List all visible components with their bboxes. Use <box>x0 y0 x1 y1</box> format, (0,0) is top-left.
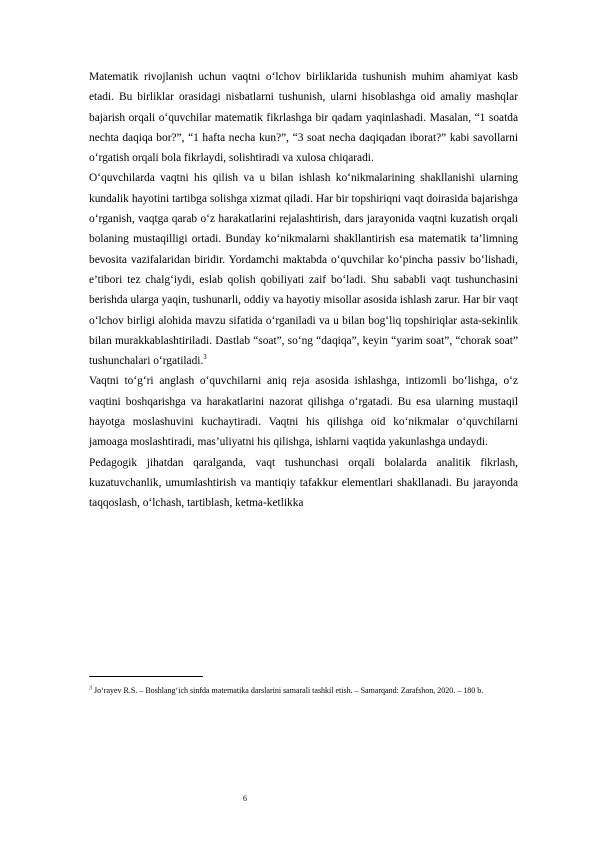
paragraph-2 <box>89 168 518 371</box>
paragraph-3: Vaqtni to‘g‘ri anglash o‘quvchilarni aniq reja asosida ishlashga, intizomli bo‘lishga, o‘z vaqtini boshqarishga va harakatlarini nazorat qilishga o‘rgatadi. Bu esa ularning mustaqil hayotga moslashuvini kuchaytiradi. Vaqtni his qilishga oid ko‘nikmalar o‘quvchilarni jamoaga moslashtiradi, mas’uliyatni his qilishga, ishlarni vaqtida yakunlashga undaydi. <box>89 375 518 449</box>
paragraph-1: Matematik rivojlanish uchun vaqtni o‘lchov birliklarida tushunish muhim ahamiyat kasb etadi. Bu birliklar orasidagi nisbatlarni tushunish, ularni hisoblashga oid amaliy mashqlar bajarish orqali o‘quvchilar matematik fikrlashga bir qadam yaqinlashadi. Masalan, “1 soatda nechta daqiqa bor?”, “1 hafta necha kun?”, “3 soat necha daqiqadan iborat?” kabi savollarni o‘rgatish orqali bola fikrlaydi, solishtiradi va xulosa chiqaradi. <box>89 71 518 165</box>
footnote <box>89 684 529 698</box>
footnote-number: 3 <box>89 685 92 692</box>
footnote-reference[interactable]: 3 <box>203 353 207 362</box>
body-text <box>89 67 518 514</box>
page-number: 6 <box>243 794 247 803</box>
footnote-text: Jo‘rayev R.S. – Boshlang‘ich sinfda matematika darslarini samarali tashkil etish. – Samarqand: Zarafshon, 2020. – 180 b. <box>94 686 484 695</box>
footnote-divider <box>89 676 203 677</box>
paragraph-4: Pedagogik jihatdan qaralganda, vaqt tushunchasi orqali bolalarda analitik fikrlash, kuzatuvchanlik, umumlashtirish va mantiqiy tafakkur elementlari shakllanadi. Bu jarayonda taqqoslash, o‘lchash, tartiblash, ketma-ketlikka <box>89 456 518 510</box>
paragraph-2-text: O‘quvchilarda vaqtni his qilish va u bilan ishlash ko‘nikmalarining shakllanishi ularning kundalik hayotini tartibga solishga xizmat qiladi. Har bir topshiriqni vaqt doirasida bajarishga o‘rganish, vaqtga qarab o‘z harakatlarini rejalashtirish, dars jarayonida vaqtni kuzatish orqali bolaning mustaqilligi ortadi. Bunday ko‘nikmalarni shakllantirish esa matematik ta’limning bevosita vazifalaridan biridir. Yordamchi maktabda o‘quvchilar ko‘pincha passiv bo‘lishadi, e’tibori tez chalg‘iydi, eslab qolish qobiliyati zaif bo‘ladi. Shu sababli vaqt tushunchasini berishda ularga yaqin, tushunarli, oddiy va hayotiy misollar asosida ishlash zarur. Har bir vaqt o‘lchov birligi alohida mavzu sifatida o‘rganiladi va u bilan bog‘liq topshiriqlar asta-sekinlik bilan murakkablashtiriladi. Dastlab “soat”, so‘ng “daqiqa”, keyin “yarim soat”, “chorak soat” tushunchalari o‘rgatiladi. <box>89 172 518 368</box>
